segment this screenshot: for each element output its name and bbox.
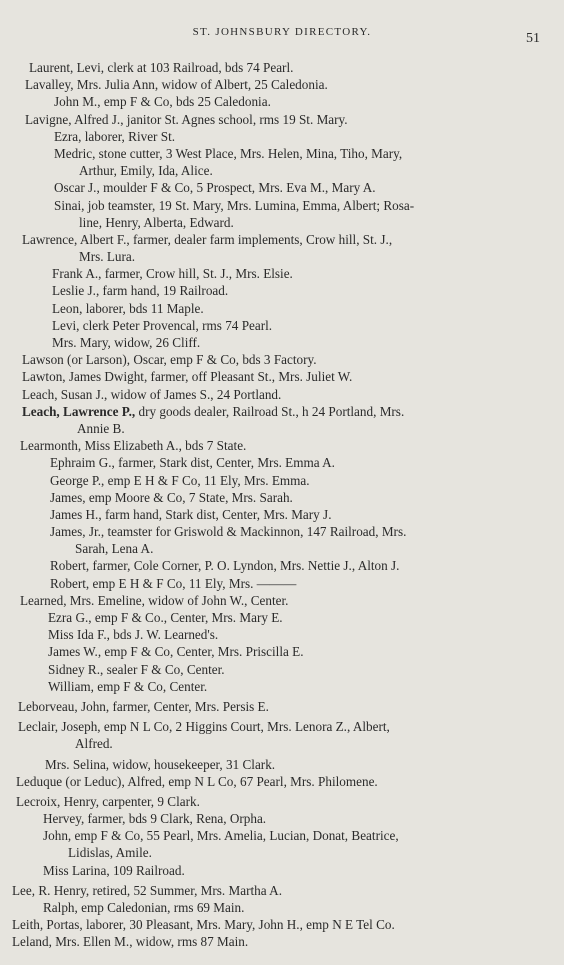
entry-text: Levi, clerk Peter Provencal, rms 74 Pearl. bbox=[52, 317, 273, 333]
directory-line bbox=[0, 300, 564, 317]
directory-line bbox=[0, 678, 564, 695]
entry-text: Lidislas, Amile. bbox=[68, 845, 152, 861]
directory-line bbox=[0, 351, 564, 368]
entry-text: Leith, Portas, laborer, 30 Pleasant, Mrs. Mary, John H., emp N E Tel Co. bbox=[12, 917, 395, 933]
directory-line bbox=[0, 756, 564, 773]
directory-line bbox=[0, 145, 564, 162]
directory-line bbox=[0, 540, 564, 557]
entry-text: Miss Ida F., bds J. W. Learned's. bbox=[48, 627, 219, 643]
entry-text: John, emp F & Co, 55 Pearl, Mrs. Amelia, Lucian, Donat, Beatrice, bbox=[43, 828, 399, 844]
directory-line bbox=[0, 916, 564, 933]
directory-line bbox=[0, 93, 564, 110]
entry-text: Annie B. bbox=[77, 420, 125, 436]
directory-line bbox=[0, 557, 564, 574]
page-title: ST. JOHNSBURY DIRECTORY. bbox=[192, 26, 372, 38]
directory-line bbox=[0, 735, 564, 752]
directory-line bbox=[0, 454, 564, 471]
directory-line bbox=[0, 773, 564, 790]
directory-line bbox=[0, 933, 564, 950]
page-header bbox=[0, 26, 564, 46]
entry-text: George P., emp E H & F Co, 11 Ely, Mrs. Emma. bbox=[50, 472, 310, 488]
entry-text: Learned, Mrs. Emeline, widow of John W., Center. bbox=[20, 592, 289, 608]
directory-line bbox=[0, 844, 564, 861]
entry-name-bold: Leach, Lawrence P., bbox=[22, 403, 136, 419]
entry-text: James W., emp F & Co, Center, Mrs. Priscilla E. bbox=[48, 644, 304, 660]
entry-text: Frank A., farmer, Crow hill, St. J., Mrs. Elsie. bbox=[52, 266, 293, 282]
directory-line bbox=[0, 437, 564, 454]
entry-text: line, Henry, Alberta, Edward. bbox=[79, 214, 234, 230]
directory-line bbox=[0, 575, 564, 592]
directory-line bbox=[0, 626, 564, 643]
entry-text: Robert, farmer, Cole Corner, P. O. Lyndon, Mrs. Nettie J., Alton J. bbox=[50, 558, 400, 574]
entry-text: Leon, laborer, bds 11 Maple. bbox=[52, 300, 204, 316]
directory-line bbox=[0, 231, 564, 248]
entry-text: James, emp Moore & Co, 7 State, Mrs. Sarah. bbox=[50, 489, 293, 505]
directory-line bbox=[0, 248, 564, 265]
entry-text: Robert, emp E H & F Co, 11 Ely, Mrs. ——— bbox=[50, 575, 297, 591]
entry-text: Mrs. Mary, widow, 26 Cliff. bbox=[52, 335, 201, 350]
entry-text: Arthur, Emily, Ida, Alice. bbox=[79, 163, 213, 179]
directory-line bbox=[0, 643, 564, 660]
directory-line bbox=[0, 698, 564, 715]
entry-text: Lavalley, Mrs. Julia Ann, widow of Albert, 25 Caledonia. bbox=[25, 77, 328, 93]
directory-line bbox=[0, 489, 564, 506]
entry-text: Leslie J., farm hand, 19 Railroad. bbox=[52, 283, 229, 299]
directory-line bbox=[0, 403, 564, 420]
directory-line bbox=[0, 59, 564, 76]
directory-line bbox=[0, 592, 564, 609]
directory-line bbox=[0, 162, 564, 179]
entry-text: James H., farm hand, Stark dist, Center, Mrs. Mary J. bbox=[50, 506, 332, 522]
entry-text: Mrs. Selina, widow, housekeeper, 31 Clark. bbox=[45, 756, 276, 772]
directory-line bbox=[0, 76, 564, 93]
entry-text: Ephraim G., farmer, Stark dist, Center, Mrs. Emma A. bbox=[50, 455, 335, 471]
directory-line bbox=[0, 128, 564, 145]
entry-text: James, Jr., teamster for Griswold & Mackinnon, 147 Railroad, Mrs. bbox=[50, 524, 407, 540]
entry-text: Ezra, laborer, River St. bbox=[54, 128, 176, 144]
directory-entries bbox=[0, 59, 564, 951]
directory-line bbox=[0, 810, 564, 827]
directory-line bbox=[0, 197, 564, 214]
entry-text: Lawton, James Dwight, farmer, off Pleasant St., Mrs. Juliet W. bbox=[22, 369, 353, 385]
directory-line bbox=[0, 111, 564, 128]
entry-text: Mrs. Lura. bbox=[79, 249, 136, 265]
entry-text: Lee, R. Henry, retired, 52 Summer, Mrs. Martha A. bbox=[12, 882, 282, 898]
entry-text: Lawson (or Larson), Oscar, emp F & Co, bds 3 Factory. bbox=[22, 352, 317, 368]
entry-text: William, emp F & Co, Center. bbox=[48, 678, 208, 694]
entry-text: John M., emp F & Co, bds 25 Caledonia. bbox=[54, 94, 271, 110]
directory-line bbox=[0, 523, 564, 540]
entry-text: Learmonth, Miss Elizabeth A., bds 7 State. bbox=[20, 438, 247, 454]
directory-line bbox=[0, 882, 564, 899]
entry-text: Lawrence, Albert F., farmer, dealer farm implements, Crow hill, St. J., bbox=[22, 231, 393, 247]
directory-line bbox=[0, 214, 564, 231]
entry-text: Sarah, Lena A. bbox=[75, 541, 154, 557]
entry-text: Lavigne, Alfred J., janitor St. Agnes school, rms 19 St. Mary. bbox=[25, 111, 348, 127]
directory-line bbox=[0, 661, 564, 678]
entry-text: Sidney R., sealer F & Co, Center. bbox=[48, 661, 225, 677]
entry-text: Medric, stone cutter, 3 West Place, Mrs. Helen, Mina, Tiho, Mary, bbox=[54, 145, 403, 161]
entry-text: Leduque (or Leduc), Alfred, emp N L Co, 67 Pearl, Mrs. Philomene. bbox=[16, 773, 378, 789]
directory-line bbox=[0, 420, 564, 437]
entry-text: Laurent, Levi, clerk at 103 Railroad, bds 74 Pearl. bbox=[29, 60, 294, 75]
entry-text: dry goods dealer, Railroad St., h 24 Portland, Mrs. bbox=[135, 403, 405, 419]
entry-text: Oscar J., moulder F & Co, 5 Prospect, Mrs. Eva M., Mary A. bbox=[54, 180, 376, 196]
directory-line bbox=[0, 506, 564, 523]
entry-text: Leach, Susan J., widow of James S., 24 Portland. bbox=[22, 386, 282, 402]
directory-line bbox=[0, 718, 564, 735]
directory-line bbox=[0, 282, 564, 299]
directory-line bbox=[0, 793, 564, 810]
directory-line bbox=[0, 265, 564, 282]
entry-text: Lecroix, Henry, carpenter, 9 Clark. bbox=[16, 793, 200, 809]
directory-line bbox=[0, 317, 564, 334]
directory-line bbox=[0, 179, 564, 196]
directory-line bbox=[0, 472, 564, 489]
entry-text: Hervey, farmer, bds 9 Clark, Rena, Orpha. bbox=[43, 811, 267, 827]
directory-line bbox=[0, 862, 564, 879]
entry-text: Leclair, Joseph, emp N L Co, 2 Higgins Court, Mrs. Lenora Z., Albert, bbox=[18, 719, 390, 735]
directory-line bbox=[0, 334, 564, 351]
entry-text: Miss Larina, 109 Railroad. bbox=[43, 862, 185, 878]
entry-text: Leland, Mrs. Ellen M., widow, rms 87 Main. bbox=[12, 934, 249, 950]
directory-line bbox=[0, 899, 564, 916]
directory-line bbox=[0, 609, 564, 626]
entry-text: Ezra G., emp F & Co., Center, Mrs. Mary E. bbox=[48, 610, 283, 625]
directory-line bbox=[0, 827, 564, 844]
directory-line bbox=[0, 368, 564, 385]
entry-text: Leborveau, John, farmer, Center, Mrs. Persis E. bbox=[18, 698, 269, 714]
page-number: 51 bbox=[526, 31, 540, 46]
entry-text: Sinai, job teamster, 19 St. Mary, Mrs. Lumina, Emma, Albert; Rosa- bbox=[54, 197, 415, 213]
directory-line bbox=[0, 386, 564, 403]
entry-text: Ralph, emp Caledonian, rms 69 Main. bbox=[43, 900, 245, 915]
entry-text: Alfred. bbox=[75, 736, 113, 752]
